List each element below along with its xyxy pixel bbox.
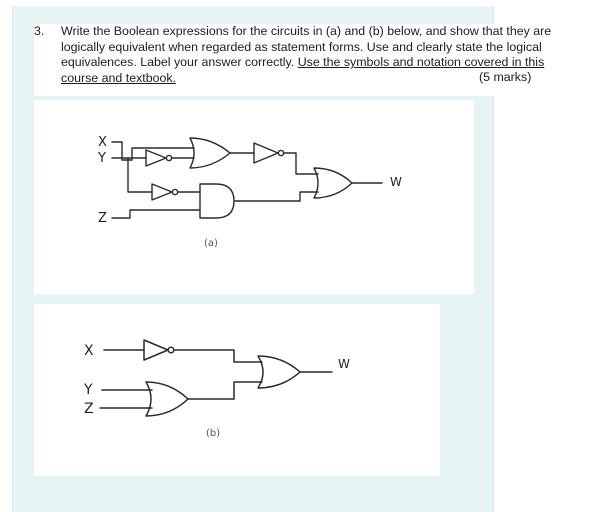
circuit-a-label-x: X: [98, 135, 107, 150]
circuit-a-final-or-gate: [314, 168, 352, 198]
circuit-a-figure: [34, 100, 474, 294]
question-line-3-plain: equivalences. Label your answer correctly.: [61, 55, 298, 70]
circuit-a-and-gate: [200, 184, 234, 218]
circuit-b-wire-or1-or2: [188, 382, 262, 399]
circuit-a-not-bubble-2: [278, 150, 283, 155]
circuit-a-not-gate-2: [254, 143, 278, 163]
circuit-b-label-z: Z: [84, 401, 94, 417]
question-number: 3.: [34, 24, 45, 38]
circuit-a-caption: (a): [204, 238, 218, 249]
circuit-b-diagram: [34, 304, 440, 476]
circuit-a-not-bubble-3: [172, 189, 177, 194]
circuit-a-label-y: Y: [98, 151, 106, 166]
question-line-1: Write the Boolean expressions for the circuits in (a) and (b) below, and show that they are: [61, 24, 552, 38]
circuit-a-not-gate-1: [146, 150, 166, 166]
circuit-b-figure: [34, 304, 440, 476]
circuit-a-wire-z: [112, 210, 200, 218]
circuit-a-diagram: [34, 100, 474, 294]
question-line-3: [61, 55, 561, 71]
circuit-b-label-x: X: [84, 343, 94, 359]
circuit-a-or-gate: [190, 138, 230, 168]
circuit-b-not-bubble: [168, 347, 174, 353]
circuit-a-label-w: W: [390, 175, 402, 189]
circuit-a-wire-and-final: [234, 192, 318, 201]
marks-label: (5 marks): [479, 70, 532, 84]
question-line-4: course and textbook.: [61, 70, 177, 85]
question-line-2: logically equivalent when regarded as statement forms. Use and clearly state the logical: [61, 39, 542, 54]
circuit-b-not-gate: [144, 340, 168, 360]
circuit-a-not-bubble-1: [166, 155, 171, 160]
circuit-b-final-or-gate: [258, 356, 300, 388]
circuit-b-wire-not-or: [174, 350, 262, 362]
question-block: [34, 24, 554, 96]
circuit-b-label-y: Y: [84, 382, 93, 398]
notation-instruction: Use the symbols and notation covered in this: [297, 55, 545, 70]
circuit-b-or-gate-1: [146, 382, 188, 416]
circuit-b-label-w: W: [338, 357, 350, 371]
circuit-a-not-gate-3: [152, 184, 172, 200]
circuit-b-caption: (b): [206, 428, 221, 439]
circuit-a-label-z: Z: [98, 211, 107, 226]
circuit-a-wire-not2-final: [284, 153, 318, 174]
